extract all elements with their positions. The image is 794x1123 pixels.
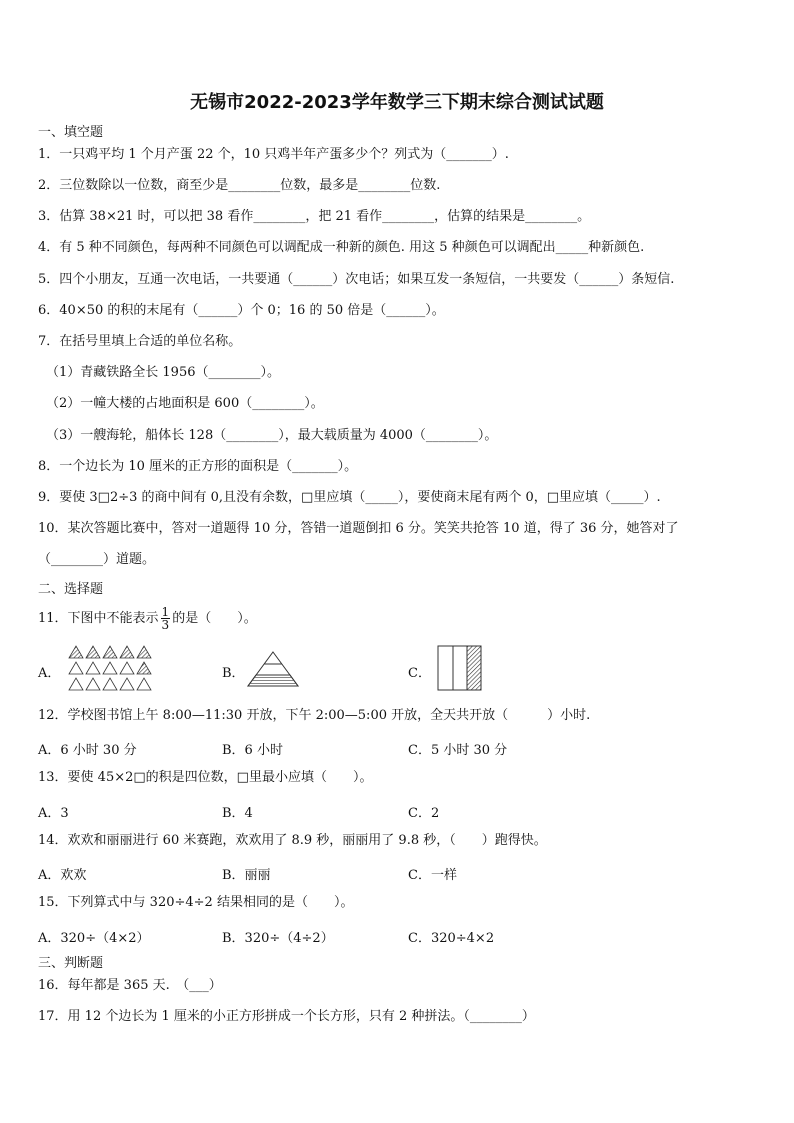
- q11-option-c-label: C．: [408, 666, 431, 681]
- question-4: 4．有 5 种不同颜色，每两种不同颜色可以调配成一种新的颜色. 用这 5 种颜色可以调配出_____种新颜色.: [38, 240, 645, 255]
- question-7-1: （1）青藏铁路全长 1956（________）。: [46, 365, 280, 380]
- question-15: 15．下列算式中与 320÷4÷2 结果相同的是（ ）。: [38, 895, 354, 910]
- q14-option-c: C．一样: [408, 868, 457, 883]
- question-7: 7．在括号里填上合适的单位名称。: [38, 334, 242, 349]
- question-16: 16．每年都是 365 天. （___）: [38, 978, 222, 993]
- section-choice: 二、选择题: [38, 582, 104, 597]
- question-9: 9．要使 3□2÷3 的商中间有 0,且没有余数，□里应填（_____），要使商末尾有两个 0，□里应填（_____）.: [38, 490, 661, 505]
- question-13: 13．要使 45×2□的积是四位数，□里最小应填（ ）。: [38, 770, 373, 785]
- question-10-line-2: （________）道题。: [38, 552, 156, 567]
- pyramid-figure: [246, 650, 300, 688]
- question-11-prefix: 11．下图中不能表示: [38, 611, 159, 626]
- question-17: 17．用 12 个边长为 1 厘米的小正方形拼成一个长方形，只有 2 种拼法。（________）: [38, 1009, 535, 1024]
- question-7-3: （3）一艘海轮，船体长 128（________），最大载质量为 4000（________）。: [46, 428, 498, 443]
- rectangle-figure: [436, 644, 484, 692]
- triangles-figure: [66, 644, 158, 692]
- q14-option-a: A．欢欢: [38, 868, 87, 883]
- section-true-false: 三、判断题: [38, 956, 104, 971]
- q15-option-a: A．320÷（4×2）: [38, 931, 150, 946]
- fraction-one-third: [161, 606, 171, 631]
- q15-option-b: B．320÷（4÷2）: [222, 931, 334, 946]
- question-12: 12．学校图书馆上午 8:00—11:30 开放，下午 2:00—5:00 开放，全天共开放（ ）小时.: [38, 708, 591, 723]
- section-fill-in: 一、填空题: [38, 125, 104, 140]
- q13-option-b: B．4: [222, 806, 253, 821]
- question-5: 5．四个小朋友，互通一次电话，一共要通（______）次电话；如果互发一条短信，一共要发（______）条短信.: [38, 272, 675, 287]
- fraction-numerator: 1: [161, 605, 170, 619]
- question-7-2: （2）一幢大楼的占地面积是 600（________）。: [46, 396, 324, 411]
- q12-option-a: A．6 小时 30 分: [38, 743, 137, 758]
- question-11: [38, 606, 257, 631]
- question-14: 14．欢欢和丽丽进行 60 米赛跑，欢欢用了 8.9 秒，丽丽用了 9.8 秒，（ ）跑得快。: [38, 833, 547, 848]
- q12-option-b: B．6 小时: [222, 743, 283, 758]
- question-11-suffix: 的是（ ）。: [172, 611, 257, 626]
- page-title: 无锡市2022-2023学年数学三下期末综合测试试题: [190, 92, 604, 113]
- question-10-line-1: 10．某次答题比赛中，答对一道题得 10 分，答错一道题倒扣 6 分。笑笑共抢答 10 道，得了 36 分，她答对了: [38, 521, 679, 536]
- question-2: 2．三位数除以一位数，商至少是________位数，最多是________位数.: [38, 178, 441, 193]
- q11-option-b-label: B．: [222, 666, 245, 681]
- q13-option-a: A．3: [38, 806, 69, 821]
- q13-option-c: C．2: [408, 806, 440, 821]
- question-3: 3．估算 38×21 时，可以把 38 看作________，把 21 看作________，估算的结果是________。: [38, 209, 591, 224]
- q12-option-c: C．5 小时 30 分: [408, 743, 508, 758]
- q11-option-a-label: A．: [38, 666, 61, 681]
- question-6: 6．40×50 的积的末尾有（______）个 0；16 的 50 倍是（______）。: [38, 303, 445, 318]
- q15-option-c: C．320÷4×2: [408, 931, 495, 946]
- fraction-denominator: 3: [161, 618, 170, 632]
- q14-option-b: B．丽丽: [222, 868, 271, 883]
- question-1: 1．一只鸡平均 1 个月产蛋 22 个，10 只鸡半年产蛋多少个？列式为（_______）.: [38, 147, 509, 162]
- question-8: 8．一个边长为 10 厘米的正方形的面积是（_______）。: [38, 459, 358, 474]
